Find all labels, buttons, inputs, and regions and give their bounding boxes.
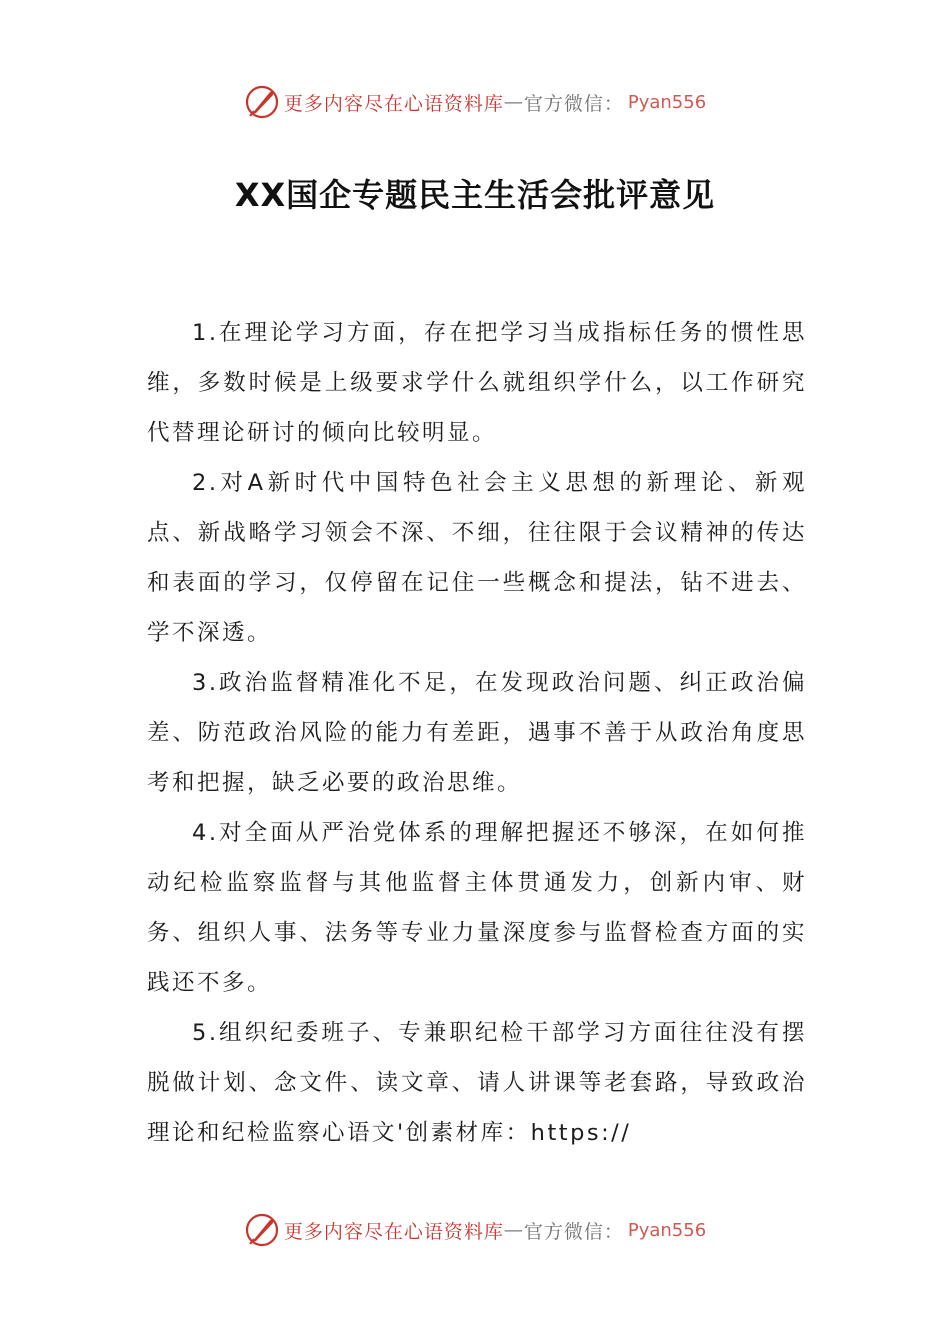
header-watermark	[0, 84, 950, 120]
document-title: XX国企专题民主生活会批评意见	[234, 176, 716, 214]
watermark-dash: —	[503, 1219, 524, 1241]
paragraph-3: 3.政治监督精准化不足，在发现政治问题、纠正政治偏差、防范政治风险的能力有差距，遇事不善于从政治角度思考和把握，缺乏必要的政治思维。	[147, 670, 807, 796]
watermark-official-label: 官方微信：	[523, 92, 624, 115]
quill-logo-icon	[244, 1212, 280, 1248]
paragraph-4: 4.对全面从严治党体系的理解把握还不够深，在如何推动纪检监察监督与其他监督主体贯通发力，创新内审、财务、组织人事、法务等专业力量深度参与监督检查方面的实践还不多。	[147, 820, 807, 996]
paragraph-2: 2.对A新时代中国特色社会主义思想的新理论、新观点、新战略学习领会不深、不细，往往限于会议精神的传达和表面的学习，仅停留在记住一些概念和提法，钻不进去、学不深透。	[147, 470, 807, 646]
watermark-site-name: 更多内容尽在心语资料库	[283, 92, 504, 115]
paragraph-1: 1.在理论学习方面，存在把学习当成指标任务的惯性思维，多数时候是上级要求学什么就组织学什么，以工作研究代替理论研讨的倾向比较明显。	[147, 320, 807, 446]
watermark-official-label: 官方微信：	[523, 1220, 624, 1243]
paragraph-5: 5.组织纪委班子、专兼职纪检干部学习方面往往没有摆脱做计划、念文件、读文章、请人讲课等老套路，导致政治理论和纪检监察心语文'创素材库：https://	[147, 1020, 807, 1146]
watermark-dash: —	[503, 91, 524, 113]
quill-logo-icon	[244, 84, 280, 120]
footer-watermark	[0, 1212, 950, 1248]
watermark-site-name: 更多内容尽在心语资料库	[283, 1220, 504, 1243]
watermark-wechat-id: Pyan556	[627, 1219, 707, 1241]
document-body	[147, 308, 807, 1158]
watermark-wechat-id: Pyan556	[627, 91, 707, 113]
